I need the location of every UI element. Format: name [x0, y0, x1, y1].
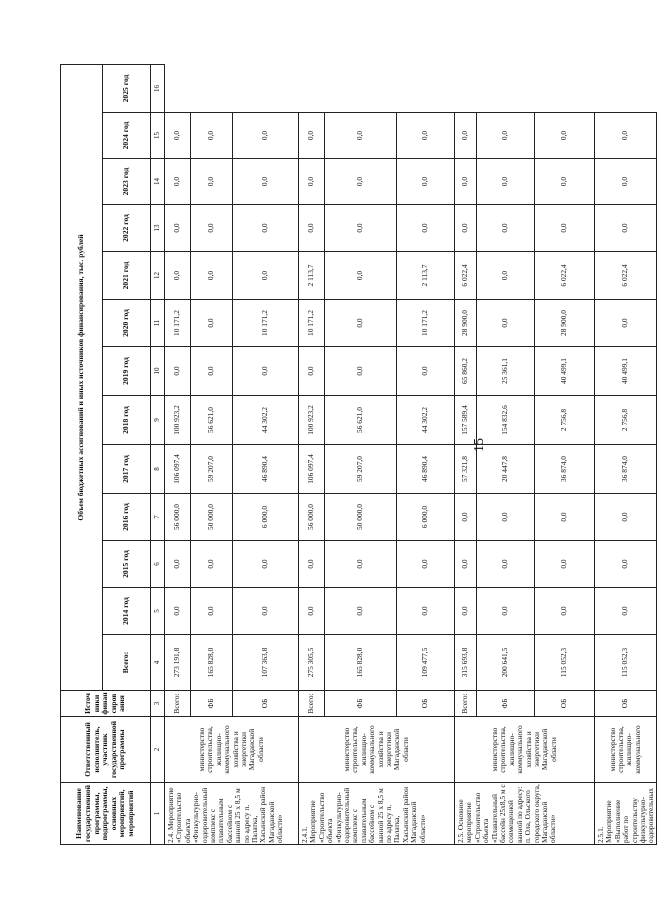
year-value-cell: 0,0: [535, 494, 595, 541]
col-number: 7: [151, 494, 165, 541]
col-number: 15: [151, 113, 165, 159]
activity-name: 2.4.1. Мероприятие «Строительство объекта «Физкультурно-оздоровительный комплекс с плавательным бассейном с ванной 25 х 8,5 м по адресу п. Палатка, Хасынский район Магаданской области»: [299, 783, 455, 845]
header-year: 2014 год: [103, 588, 151, 635]
source-cell: ОБ: [397, 691, 455, 717]
year-value-cell: 0,0: [191, 300, 233, 347]
year-value-cell: 0,0: [325, 300, 397, 347]
year-value-cell: 0,0: [535, 541, 595, 588]
header-source: Источники финансирования: [61, 691, 151, 717]
year-value-cell: 0,0: [477, 300, 535, 347]
year-value-cell: 154 832,6: [477, 396, 535, 445]
year-value-cell: 0,0: [535, 588, 595, 635]
executor-cell: министерство строительства, жилищно-коммунального хозяйства и энергетики Магаданской области: [299, 717, 455, 783]
year-value-cell: 0,0: [477, 494, 535, 541]
year-value-cell: 10 171,2: [299, 300, 325, 347]
year-value-cell: 106 097,4: [165, 445, 191, 494]
year-value-cell: 0,0: [191, 113, 233, 159]
source-cell: Всего:: [299, 691, 325, 717]
year-value-cell: 2 756,8: [535, 396, 595, 445]
year-value-cell: 28 900,0: [535, 300, 595, 347]
total-cell: 165 828,0: [325, 635, 397, 691]
year-value-cell: 0,0: [455, 588, 477, 635]
table-row: [299, 64, 325, 844]
activity-name: 2.5. Основное мероприятие «Строительство объекта «Плавательный бассейн 25х8,5 м с совмещенной ванной по адресу: п. Ола, Ольского городского округа, Магаданской области»: [455, 783, 595, 845]
col-number: 3: [151, 691, 165, 717]
year-value-cell: 0,0: [191, 159, 233, 205]
year-value-cell: 0,0: [299, 205, 325, 252]
year-value-cell: 40 499,1: [535, 347, 595, 396]
year-value-cell: 0,0: [165, 541, 191, 588]
year-value-cell: 36 874,0: [535, 445, 595, 494]
total-cell: 275 305,5: [299, 635, 325, 691]
total-cell: 107 363,8: [233, 635, 299, 691]
header-group: Объем бюджетных ассигнований и иных источников финансирования, тыс. рублей: [61, 64, 103, 690]
year-value-cell: 0,0: [455, 159, 477, 205]
executor-cell: министерство строительства, жилищно-коммунального хозяйства и энергетики Магаданской области: [165, 717, 299, 783]
year-value-cell: 0,0: [535, 159, 595, 205]
year-value-cell: 0,0: [165, 252, 191, 300]
year-value-cell: 0,0: [535, 205, 595, 252]
year-value-cell: 50 000,0: [191, 494, 233, 541]
column-numbers-row: [151, 64, 165, 844]
header-year: 2025 год: [103, 64, 151, 112]
year-value-cell: 46 890,4: [233, 445, 299, 494]
year-value-cell: 0,0: [299, 541, 325, 588]
year-value-cell: 36 874,0: [595, 445, 657, 494]
col-number: 5: [151, 588, 165, 635]
year-value-cell: 0,0: [165, 347, 191, 396]
year-value-cell: 0,0: [455, 205, 477, 252]
year-value-cell: 0,0: [233, 588, 299, 635]
year-value-cell: 65 860,2: [455, 347, 477, 396]
activity-name: 2.4. Мероприятие «Строительство объекта «Физкультурно-оздоровительный комплекс с плавательным бассейном с ванной 25 х 8,5 м по адресу п. Палатка, Хасынский район Магаданской области»: [165, 783, 299, 845]
col-number: 1: [151, 783, 165, 845]
year-value-cell: 0,0: [325, 541, 397, 588]
year-value-cell: 0,0: [299, 113, 325, 159]
year-value-cell: 0,0: [595, 113, 657, 159]
year-value-cell: 0,0: [325, 347, 397, 396]
year-value-cell: 0,0: [325, 113, 397, 159]
year-value-cell: 0,0: [595, 588, 657, 635]
year-value-cell: 0,0: [233, 205, 299, 252]
total-cell: 115 052,3: [595, 635, 657, 691]
col-number: 10: [151, 347, 165, 396]
year-value-cell: 0,0: [397, 347, 455, 396]
header-year: 2021 год: [103, 252, 151, 300]
year-value-cell: 0,0: [477, 205, 535, 252]
executor-cell: министерство строительства, жилищно-коммунального хозяйства и энергетики Магаданской области: [455, 717, 595, 783]
col-number: 12: [151, 252, 165, 300]
year-value-cell: 0,0: [477, 588, 535, 635]
total-cell: 109 477,5: [397, 635, 455, 691]
year-value-cell: 0,0: [325, 205, 397, 252]
year-value-cell: 0,0: [299, 347, 325, 396]
year-value-cell: 20 447,8: [477, 445, 535, 494]
source-cell: ФБ: [477, 691, 535, 717]
year-value-cell: 10 171,2: [233, 300, 299, 347]
year-value-cell: 157 589,4: [455, 396, 477, 445]
year-value-cell: 0,0: [165, 588, 191, 635]
header-executor: Ответственный исполнитель, участник государственной программы: [61, 717, 151, 783]
col-number: 8: [151, 445, 165, 494]
total-cell: 200 641,5: [477, 635, 535, 691]
year-value-cell: 44 302,2: [233, 396, 299, 445]
year-value-cell: 0,0: [299, 588, 325, 635]
year-value-cell: 0,0: [477, 252, 535, 300]
source-cell: Всего:: [455, 691, 477, 717]
year-value-cell: 0,0: [233, 159, 299, 205]
year-value-cell: 25 361,1: [477, 347, 535, 396]
table-row: [165, 64, 191, 844]
total-cell: 315 693,8: [455, 635, 477, 691]
source-cell: ФБ: [325, 691, 397, 717]
source-cell: Всего:: [165, 691, 191, 717]
year-value-cell: 100 923,2: [299, 396, 325, 445]
year-value-cell: 0,0: [299, 159, 325, 205]
col-number: 9: [151, 396, 165, 445]
year-value-cell: 0,0: [477, 541, 535, 588]
header-year: 2019 год: [103, 347, 151, 396]
year-value-cell: 6 022,4: [455, 252, 477, 300]
year-value-cell: 0,0: [535, 113, 595, 159]
year-value-cell: 56 621,0: [325, 396, 397, 445]
year-value-cell: 0,0: [191, 205, 233, 252]
year-value-cell: 57 321,8: [455, 445, 477, 494]
year-value-cell: 0,0: [233, 113, 299, 159]
year-value-cell: 0,0: [191, 541, 233, 588]
year-value-cell: 0,0: [477, 113, 535, 159]
year-value-cell: 0,0: [165, 159, 191, 205]
total-cell: 273 191,8: [165, 635, 191, 691]
total-cell: 165 828,0: [191, 635, 233, 691]
year-value-cell: 0,0: [455, 541, 477, 588]
header-year: 2016 год: [103, 494, 151, 541]
year-value-cell: 56 000,0: [299, 494, 325, 541]
total-cell: 115 052,3: [535, 635, 595, 691]
year-value-cell: 28 900,0: [455, 300, 477, 347]
financing-table: [60, 64, 657, 845]
year-value-cell: 0,0: [455, 494, 477, 541]
year-value-cell: 2 756,8: [595, 396, 657, 445]
table-row: [595, 64, 657, 844]
source-cell: ФБ: [191, 691, 233, 717]
year-value-cell: 0,0: [595, 541, 657, 588]
table-body: [165, 64, 657, 844]
year-value-cell: 106 097,4: [299, 445, 325, 494]
year-value-cell: 59 207,0: [325, 445, 397, 494]
year-value-cell: 44 302,2: [397, 396, 455, 445]
year-value-cell: 40 499,1: [595, 347, 657, 396]
year-value-cell: 0,0: [325, 588, 397, 635]
header-year: 2022 год: [103, 205, 151, 252]
year-value-cell: 10 171,2: [397, 300, 455, 347]
year-value-cell: 0,0: [165, 113, 191, 159]
year-value-cell: 0,0: [595, 205, 657, 252]
header-year: 2015 год: [103, 541, 151, 588]
col-number: 4: [151, 635, 165, 691]
col-number: 2: [151, 717, 165, 783]
year-value-cell: 56 000,0: [165, 494, 191, 541]
source-cell: ОБ: [535, 691, 595, 717]
source-cell: ОБ: [595, 691, 657, 717]
header-name: Наименование государственной программы, подпрограммы, основных мероприятий, мероприятий: [61, 783, 151, 845]
col-number: 14: [151, 159, 165, 205]
year-value-cell: 0,0: [191, 588, 233, 635]
year-value-cell: 56 621,0: [191, 396, 233, 445]
year-value-cell: 6 000,0: [397, 494, 455, 541]
year-value-cell: 0,0: [233, 347, 299, 396]
year-value-cell: 0,0: [595, 159, 657, 205]
financing-table-rotated: [60, 65, 656, 845]
year-value-cell: 0,0: [325, 252, 397, 300]
year-value-cell: 100 923,2: [165, 396, 191, 445]
header-year: 2020 год: [103, 300, 151, 347]
year-value-cell: 2 113,7: [397, 252, 455, 300]
header-year: 2018 год: [103, 396, 151, 445]
year-value-cell: 0,0: [191, 347, 233, 396]
year-value-cell: 0,0: [595, 494, 657, 541]
year-value-cell: 0,0: [191, 252, 233, 300]
table-row: [455, 64, 477, 844]
header-total: Всего:: [103, 635, 151, 691]
year-value-cell: 0,0: [455, 113, 477, 159]
source-cell: ОБ: [233, 691, 299, 717]
activity-name: 2.5.1. Мероприятие «Выполнение работ по строительству физкультурно-оздоровительных: [595, 783, 657, 845]
year-value-cell: 0,0: [165, 205, 191, 252]
col-number: 13: [151, 205, 165, 252]
year-value-cell: 0,0: [397, 113, 455, 159]
year-value-cell: 6 000,0: [233, 494, 299, 541]
year-value-cell: 0,0: [397, 205, 455, 252]
year-value-cell: 0,0: [595, 300, 657, 347]
year-value-cell: 0,0: [233, 541, 299, 588]
year-value-cell: 2 113,7: [299, 252, 325, 300]
year-value-cell: 6 022,4: [595, 252, 657, 300]
header-year: 2023 год: [103, 159, 151, 205]
year-value-cell: 10 171,2: [165, 300, 191, 347]
year-value-cell: 6 022,4: [535, 252, 595, 300]
year-value-cell: 50 000,0: [325, 494, 397, 541]
year-value-cell: 46 890,4: [397, 445, 455, 494]
year-value-cell: 59 207,0: [191, 445, 233, 494]
year-value-cell: 0,0: [397, 541, 455, 588]
executor-cell: министерство строительства, жилищно-коммунального: [595, 717, 657, 783]
col-number: 6: [151, 541, 165, 588]
year-value-cell: 0,0: [397, 588, 455, 635]
header-year: 2024 год: [103, 113, 151, 159]
year-value-cell: 0,0: [477, 159, 535, 205]
year-value-cell: 0,0: [397, 159, 455, 205]
page-number: 15: [472, 438, 487, 452]
year-value-cell: 0,0: [233, 252, 299, 300]
header-year: 2017 год: [103, 445, 151, 494]
year-value-cell: 0,0: [325, 159, 397, 205]
col-number: 11: [151, 300, 165, 347]
col-number: 16: [151, 64, 165, 112]
